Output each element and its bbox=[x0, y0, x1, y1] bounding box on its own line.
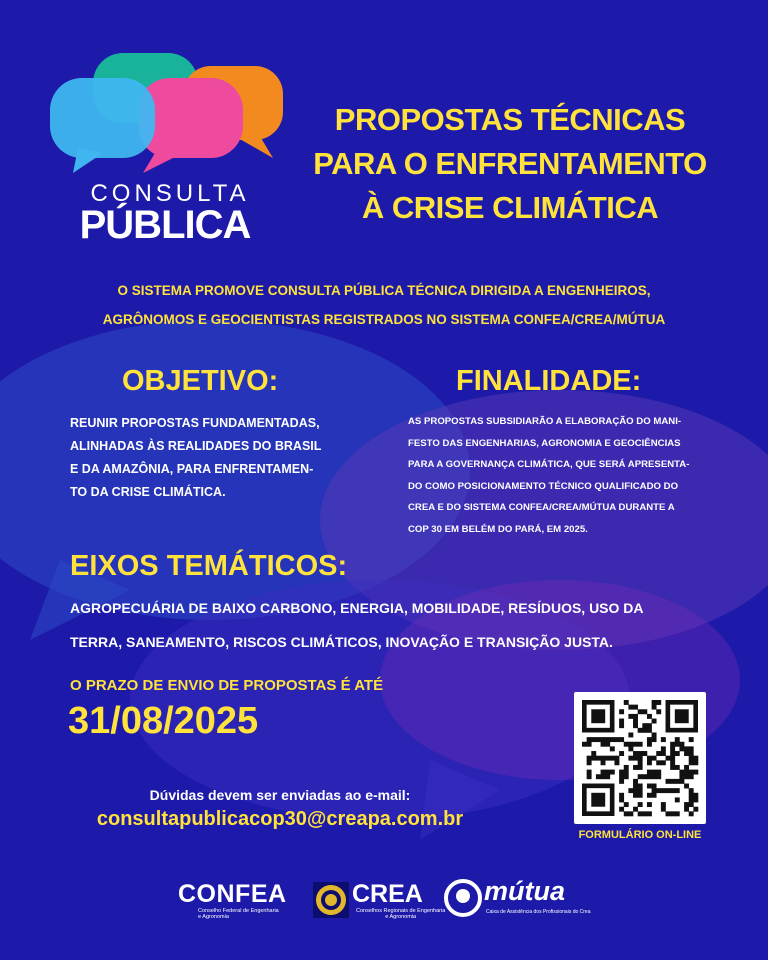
eixos-line1: AGROPECUÁRIA DE BAIXO CARBONO, ENERGIA, MOBILIDADE, RESÍDUOS, USO DA bbox=[70, 600, 644, 616]
mutua-icon bbox=[444, 879, 482, 917]
contato-email[interactable]: consultapublicacop30@creapa.com.br bbox=[96, 808, 464, 830]
title-line2: PARA O ENFRENTAMENTO bbox=[313, 146, 707, 181]
confea-subtitle bbox=[198, 908, 279, 920]
mutua-logo: mútua bbox=[484, 876, 565, 906]
objetivo-line: TO DA CRISE CLIMÁTICA. bbox=[70, 485, 226, 499]
title-line1: PROPOSTAS TÉCNICAS bbox=[334, 102, 686, 137]
mutua-subtitle: Caixa de Assistência dos Profissionais do Crea bbox=[486, 909, 591, 915]
qr-code[interactable] bbox=[574, 692, 706, 824]
finalidade-heading: FINALIDADE: bbox=[456, 365, 642, 397]
qr-caption: FORMULÁRIO ON-LINE bbox=[578, 829, 702, 841]
eixos-line2: TERRA, SANEAMENTO, RISCOS CLIMÁTICOS, INOVAÇÃO E TRANSIÇÃO JUSTA. bbox=[70, 634, 613, 650]
crea-sub1: Conselhos Regionais de Engenharia bbox=[356, 908, 446, 914]
finalidade-line: COP 30 EM BELÉM DO PARÁ, EM 2025. bbox=[408, 523, 588, 535]
objetivo-line: ALINHADAS ÀS REALIDADES DO BRASIL bbox=[70, 439, 322, 453]
finalidade-line: CREA E DO SISTEMA CONFEA/CREA/MÚTUA DURANTE A bbox=[408, 502, 675, 513]
finalidade-line: AS PROPOSTAS SUBSIDIARÃO A ELABORAÇÃO DO MANI- bbox=[408, 416, 682, 427]
prazo-date: 31/08/2025 bbox=[68, 700, 259, 742]
logo-line1: CONSULTA bbox=[90, 180, 250, 207]
intro-line2: AGRÔNOMOS E GEOCIENTISTAS REGISTRADOS NO SISTEMA CONFEA/CREA/MÚTUA bbox=[102, 312, 666, 327]
crea-logo: CREA bbox=[352, 880, 423, 908]
objetivo-line: REUNIR PROPOSTAS FUNDAMENTADAS, bbox=[70, 416, 320, 430]
objetivo-heading: OBJETIVO: bbox=[122, 365, 279, 397]
confea-sub1: Conselho Federal de Engenharia bbox=[198, 908, 279, 914]
objetivo-line: E DA AMAZÔNIA, PARA ENFRENTAMEN- bbox=[70, 462, 314, 476]
objetivo-text bbox=[70, 412, 321, 504]
finalidade-line: FESTO DAS ENGENHARIAS, AGRONOMIA E GEOCIÊNCIAS bbox=[408, 437, 681, 449]
finalidade-line: DO COMO POSICIONAMENTO TÉCNICO QUALIFICADO DO bbox=[408, 480, 679, 492]
prazo-label: O PRAZO DE ENVIO DE PROPOSTAS É ATÉ bbox=[70, 677, 384, 694]
eixos-heading: EIXOS TEMÁTICOS: bbox=[70, 550, 348, 582]
logo-line2: PÚBLICA bbox=[79, 203, 251, 247]
finalidade-text bbox=[408, 411, 689, 540]
finalidade-line: PARA A GOVERNANÇA CLIMÁTICA, QUE SERÁ APRESENTA- bbox=[408, 459, 690, 470]
speech-bubbles-icon bbox=[48, 48, 288, 183]
intro-line1: O SISTEMA PROMOVE CONSULTA PÚBLICA TÉCNICA DIRIGIDA A ENGENHEIROS, bbox=[117, 283, 651, 298]
crea-subtitle bbox=[356, 908, 445, 920]
title-line3: À CRISE CLIMÁTICA bbox=[361, 190, 659, 225]
confea-sub2: e Agronomia bbox=[198, 914, 229, 920]
qr-code-icon bbox=[574, 692, 706, 824]
contato-label: Dúvidas devem ser enviadas ao e-mail: bbox=[149, 787, 411, 803]
crea-seal-icon bbox=[313, 882, 349, 918]
confea-logo: CONFEA bbox=[178, 880, 287, 908]
crea-sub2: e Agronomia bbox=[385, 914, 417, 920]
